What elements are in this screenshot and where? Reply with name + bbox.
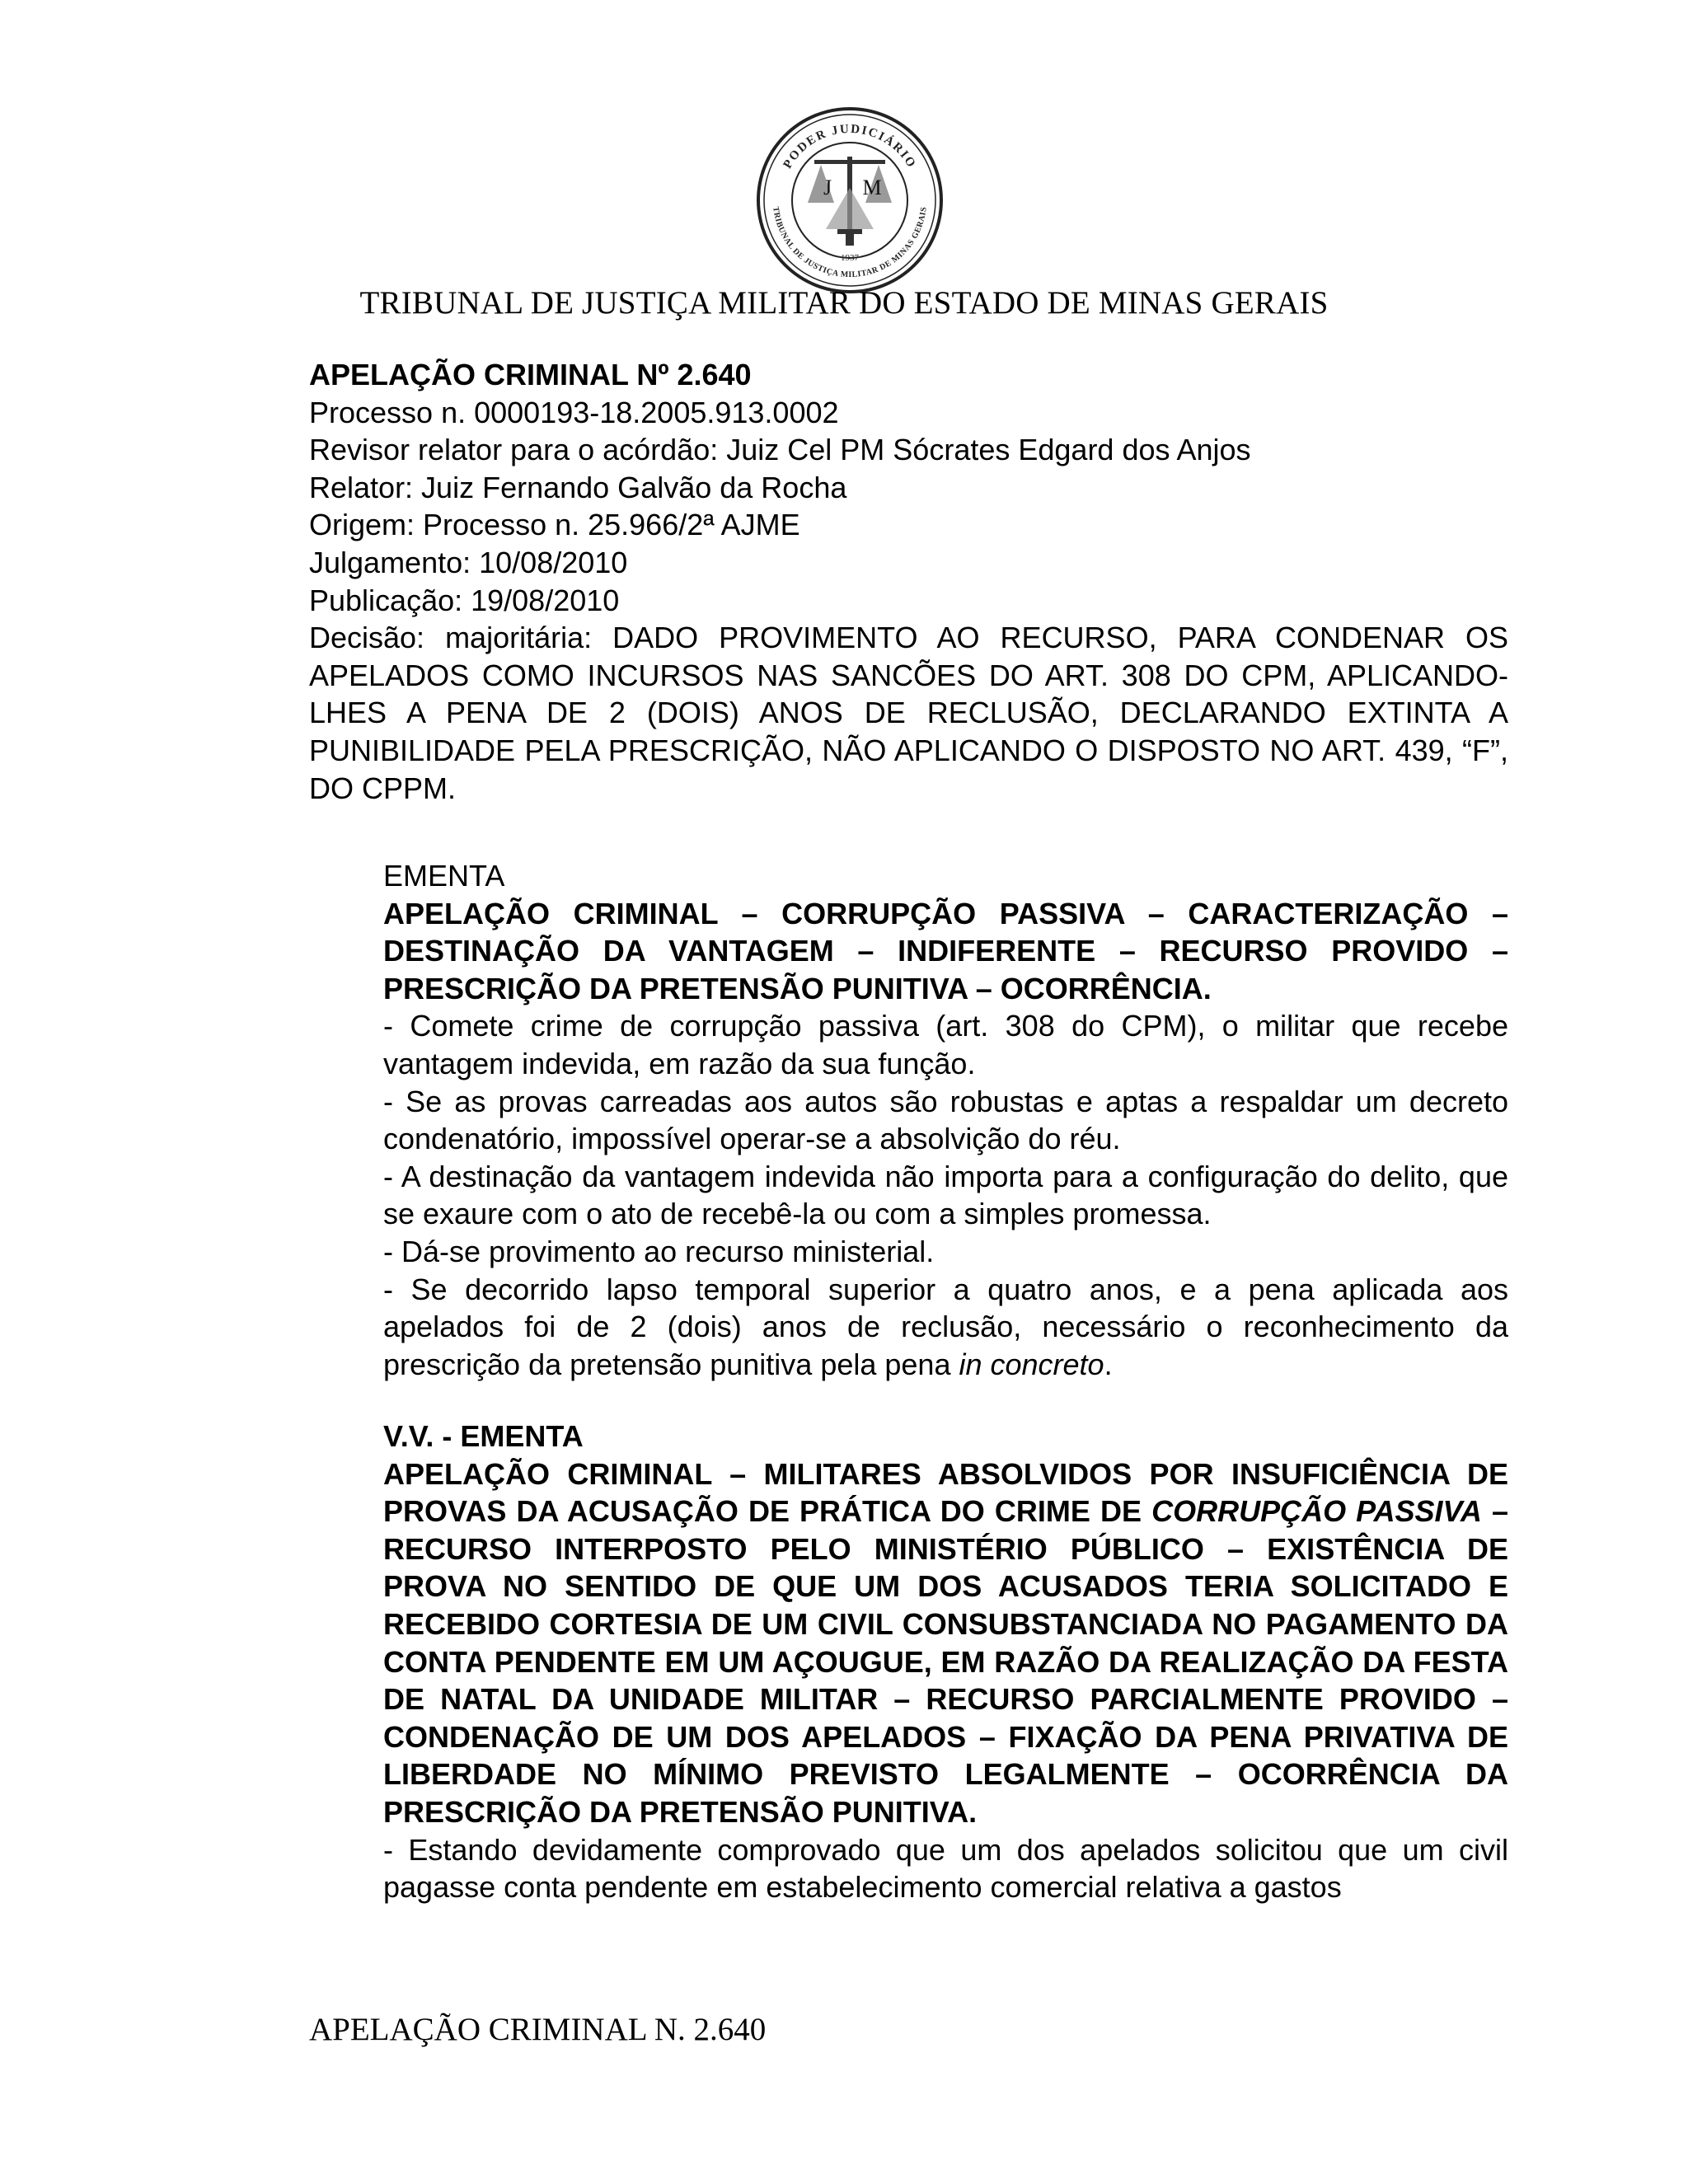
vv-heading-a: APELAÇÃO CRIMINAL – MILITARES ABSOLVIDOS POR INSUFICIÊNCIA DE PROVAS DA ACUSAÇÃO DE PRÁTICA DO CRIME DE	[383, 1456, 1508, 1529]
seal-ring-text: TRIBUNAL DE JUSTIÇA MILITAR DE MINAS GERAIS	[771, 206, 929, 280]
seal-letter-j: J	[823, 176, 832, 199]
seal-top-text: PODER JUDICIÁRIO	[781, 122, 919, 171]
ementa-p5-text: - Se decorrido lapso temporal superior a quatro anos, e a pena aplicada aos apelados foi de 2 (dois) anos de reclusão, necessário o reconhecimento da prescrição da pretensão punitiva pela pena	[383, 1272, 1508, 1381]
case-processo: Processo n. 0000193-18.2005.913.0002	[309, 395, 839, 429]
case-revisor: Revisor relator para o acórdão: Juiz Cel PM Sócrates Edgard dos Anjos	[309, 433, 1251, 467]
ementa-paragraph	[383, 1271, 1508, 1384]
vv-heading	[383, 1455, 1508, 1831]
ementa-label: EMENTA	[383, 859, 505, 893]
court-title: TRIBUNAL DE JUSTIÇA MILITAR DO ESTADO DE MINAS GERAIS	[359, 285, 1329, 321]
case-julgamento: Julgamento: 10/08/2010	[309, 545, 628, 579]
case-origem: Origem: Processo n. 25.966/2ª AJME	[309, 508, 800, 542]
case-title: APELAÇÃO CRIMINAL Nº 2.640	[309, 358, 752, 391]
vv-ementa-section	[383, 1418, 1508, 1906]
vv-heading-italic: CORRUPÇÃO PASSIVA	[1151, 1494, 1482, 1529]
case-header	[309, 356, 1508, 807]
seal-year: 1937	[841, 253, 859, 263]
seal-letter-m: M	[862, 176, 882, 199]
ementa-paragraph: - A destinação da vantagem indevida não importa para a configuração do delito, que se exaure com o ato de recebê-la ou com a simples promessa.	[383, 1159, 1508, 1231]
ementa-section	[383, 857, 1508, 1383]
ementa-paragraph: - Se as provas carreadas aos autos são robustas e aptas a respaldar um decreto condenatório, impossível operar-se a absolvição do réu.	[383, 1084, 1508, 1156]
court-seal	[755, 105, 945, 295]
vv-label: V.V. - EMENTA	[383, 1419, 584, 1453]
vv-heading-b: – RECURSO INTERPOSTO PELO MINISTÉRIO PÚBLICO – EXISTÊNCIA DE PROVA NO SENTIDO DE QUE UM DOS ACUSADOS TERIA SOLICITADO E RECEBIDO CORTESIA DE UM CIVIL CONSUBSTANCIADA NO PAGAMENTO DA CONTA PENDENTE EM UM AÇOUGUE, EM RAZÃO DA REALIZAÇÃO DA FESTA DE NATAL DA UNIDADE MILITAR – RECURSO PARCIALMENTE PROVIDO – CONDENAÇÃO DE UM DOS APELADOS – FIXAÇÃO DA PENA PRIVATIVA DE LIBERDADE NO MÍNIMO PREVISTO LEGALMENTE – OCORRÊNCIA DA PRESCRIÇÃO DA PRETENSÃO PUNITIVA.	[383, 1494, 1508, 1829]
page-footer: APELAÇÃO CRIMINAL N. 2.640	[309, 2012, 767, 2047]
ementa-heading: APELAÇÃO CRIMINAL – CORRUPÇÃO PASSIVA – CARACTERIZAÇÃO – DESTINAÇÃO DA VANTAGEM – INDIFERENTE – RECURSO PROVIDO – PRESCRIÇÃO DA PRETENSÃO PUNITIVA – OCORRÊNCIA.	[383, 896, 1508, 1005]
case-relator: Relator: Juiz Fernando Galvão da Rocha	[309, 470, 847, 504]
ementa-p5-italic: in concreto	[959, 1347, 1104, 1381]
case-publicacao: Publicação: 19/08/2010	[309, 583, 620, 617]
case-decisao: Decisão: majoritária: DADO PROVIMENTO AO RECURSO, PARA CONDENAR OS APELADOS COMO INCURSOS NAS SANCÕES DO ART. 308 DO CPM, APLICANDO-LHES A PENA DE 2 (DOIS) ANOS DE RECLUSÃO, DECLARANDO EXTINTA A PUNIBILIDADE PELA PRESCRIÇÃO, NÃO APLICANDO O DISPOSTO NO ART. 439, “F”, DO CPPM.	[309, 621, 1508, 805]
ementa-paragraph: - Comete crime de corrupção passiva (art. 308 do CPM), o militar que recebe vantagem indevida, em razão da sua função.	[383, 1009, 1508, 1080]
seal-emblem-icon	[755, 105, 945, 295]
ementa-paragraph: - Dá-se provimento ao recurso ministerial.	[383, 1234, 935, 1268]
vv-paragraph: - Estando devidamente comprovado que um dos apelados solicitou que um civil pagasse conta pendente em estabelecimento comercial relativa a gastos	[383, 1832, 1508, 1905]
ementa-p5-end: .	[1104, 1347, 1113, 1381]
